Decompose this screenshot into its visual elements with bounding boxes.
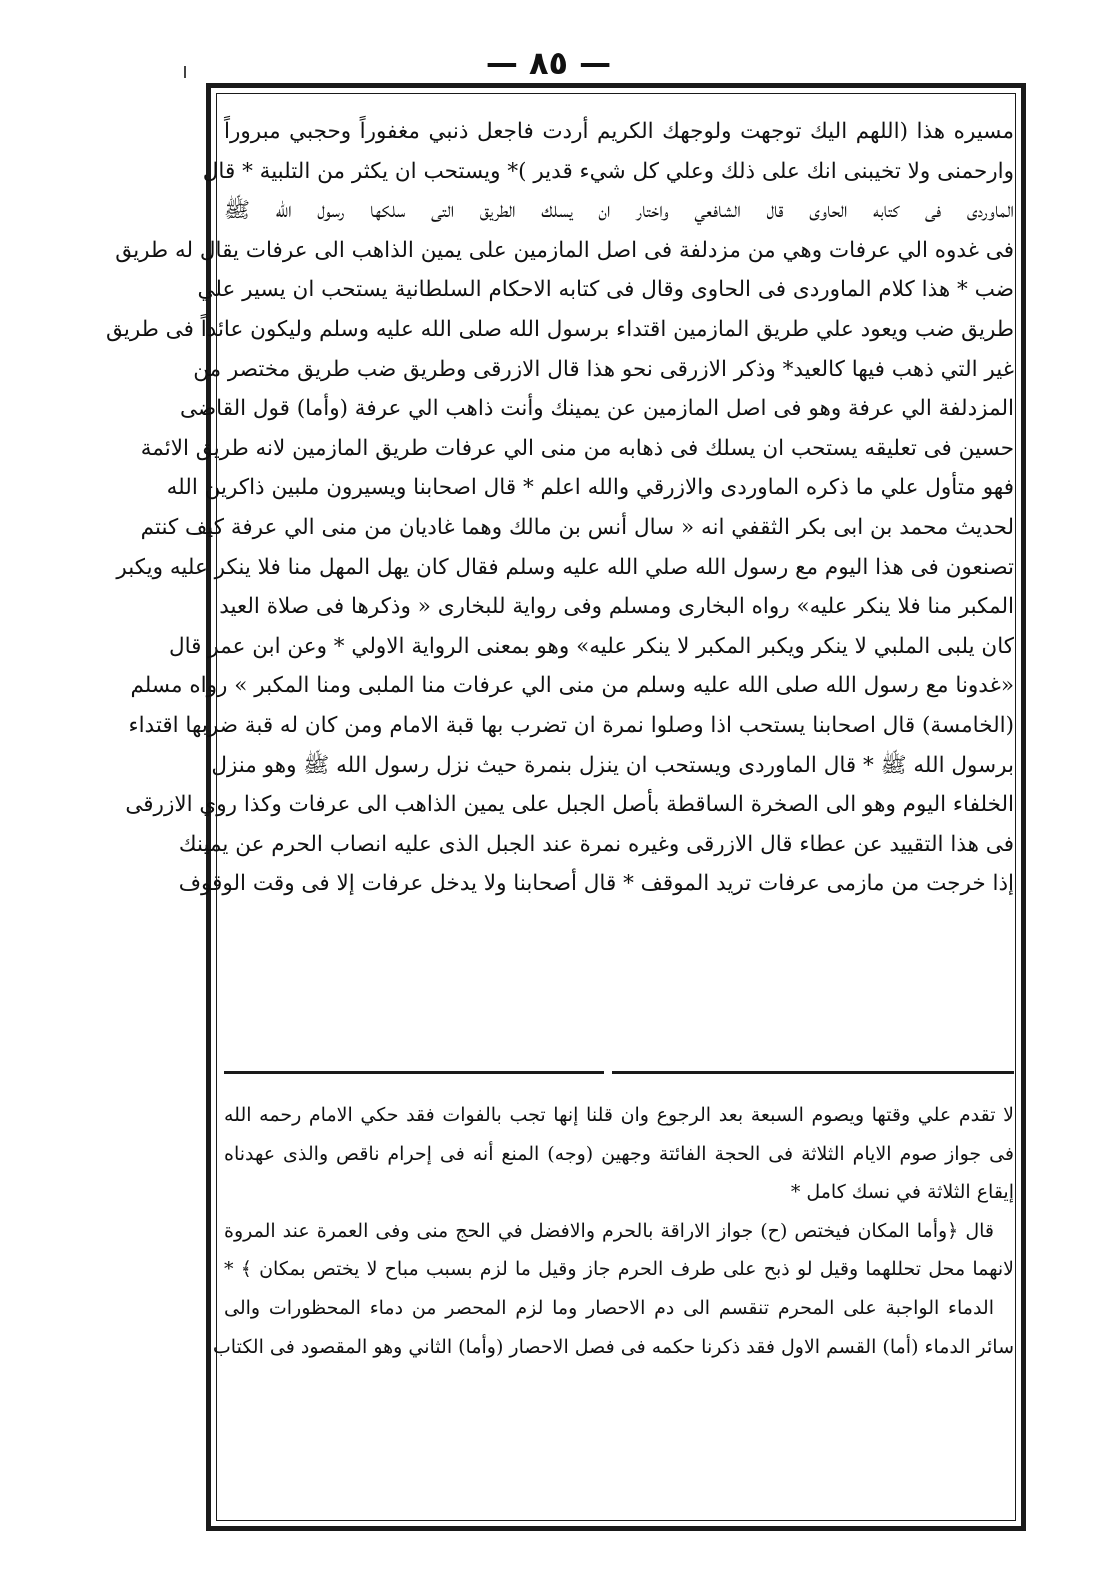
footnote-line: فى جواز صوم الايام الثلاثة فى الحجة الفائتة وجهين (وجه) المنع أنه فى إحرام ناقص والذى عهدناه <box>224 1142 1014 1165</box>
main-text-line: الماوردى فى كتابه الحاوى قال الشافعي واختار ان يسلك الطريق التى سلكها رسول الله ﷺ <box>224 198 1014 224</box>
main-text-line: فهو متأول علي ما ذكره الماوردى والازرقي والله اعلم * قال اصحابنا ويسيرون ملبين ذاكرين الله <box>166 475 1014 501</box>
main-text-line: كان يلبى الملبي لا ينكر ويكبر المكبر لا ينكر عليه» وهو بمعنى الرواية الاولي * وعن ابن عمر قال <box>169 633 1014 659</box>
separator-break <box>604 1067 612 1075</box>
main-text-line: لحديث محمد بن ابى بكر الثقفي انه « سال أنس بن مالك وهما غاديان من منى الي عرفة كيف كنتم <box>140 514 1014 540</box>
main-text-line: تصنعون فى هذا اليوم مع رسول الله صلي الله عليه وسلم فقال كان يهل المهل منا فلا ينكر عليه ويكبر <box>116 554 1014 580</box>
footnote-line: لانهما محل تحللهما وقيل لو ذبح على طرف الحرم جاز وقيل ما لزم بسبب مباح لا يختص بمكان ﴾ * <box>224 1258 1014 1281</box>
main-text-line: إذا خرجت من مازمى عرفات تريد الموقف * قال أصحابنا ولا يدخل عرفات إلا فى وقت الوقوف <box>178 871 1014 897</box>
footnote-line: سائر الدماء (أما) القسم الاول فقد ذكرنا حكمه فى فصل الاحصار (وأما) الثاني وهو المقصود فى الكتاب <box>212 1335 1014 1358</box>
footnote-line: قال ﴿وأما المكان فيختص (ح) جواز الاراقة بالحرم والافضل في الحج منى وفى العمرة عند المروة <box>224 1219 994 1242</box>
main-text-line: مسيره هذا (اللهم اليك توجهت ولوجهك الكريم أردت فاجعل ذنبي مغفوراً وحجبي مبروراً <box>224 119 1014 144</box>
main-text-line: وارحمنى ولا تخيبنى انك على ذلك وعلي كل شيء قدير )* ويستحب ان يكثر من التلبية * قال <box>202 158 1014 184</box>
main-text-line: فى غدوه الي عرفات وهي من مزدلفة فى اصل المازمين على يمين الذاهب الى عرفات يقال له طريق <box>115 237 1014 263</box>
footnote-separator-rule <box>224 1071 1014 1074</box>
main-text-line: الخلفاء اليوم وهو الى الصخرة الساقطة بأصل الجبل على يمين الذاهب الى عرفات وكذا روي الازرقى <box>125 792 1014 818</box>
footnote-block <box>212 1096 1014 1366</box>
main-text-line: المزدلفة الي عرفة وهو فى اصل المازمين عن يمينك وأنت ذاهب الي عرفة (وأما) قول القاضى <box>179 396 1014 422</box>
main-text-block <box>105 112 1014 904</box>
footnote-line: لا تقدم علي وقتها ويصوم السبعة بعد الرجوع وان قلنا إنها تجب بالفوات فقد حكي الامام رحمه الله <box>224 1104 1014 1126</box>
footnote-line: الدماء الواجبة على المحرم تنقسم الى دم الاحصار وما لزم المحصر من دماء المحظورات والى <box>224 1296 994 1319</box>
main-text-line: حسين فى تعليقه يستحب ان يسلك فى ذهابه من منى الي عرفات طريق المازمين لانه طريق الائمة <box>140 435 1014 461</box>
main-text-line: طريق ضب ويعود علي طريق المازمين اقتداء برسول الله صلى الله عليه وسلم وليكون عائداً فى طريق <box>105 316 1014 342</box>
main-text-line: المكبر منا فلا ينكر عليه» رواه البخارى ومسلم وفى رواية للبخارى « وذكرها فى صلاة العيد <box>219 594 1014 620</box>
main-text-line: غير التي ذهب فيها كالعيد* وذكر الازرقى نحو هذا قال الازرقى وطريق ضب طريق مختصر من <box>193 356 1014 382</box>
main-text-line: فى هذا التقييد عن عطاء قال الازرقى وغيره نمرة عند الجبل الذى عليه انصاب الحرم عن يمينك <box>178 831 1014 857</box>
main-text-line: «غدونا مع رسول الله صلى الله عليه وسلم من منى الي عرفات منا الملبى ومنا المكبر » رواه مسلم <box>130 673 1014 699</box>
footnote-line: إيقاع الثلاثة في نسك كامل * <box>790 1181 1014 1204</box>
main-text-line: برسول الله ﷺ * قال الماوردى ويستحب ان ينزل بنمرة حيث نزل رسول الله ﷺ وهو منزل <box>211 752 1014 778</box>
page-number: — ٨٥ — <box>485 44 612 82</box>
main-text-line: ضب * هذا كلام الماوردى فى الحاوى وقال فى كتابه الاحكام السلطانية يستحب ان يسير علي <box>197 277 1014 303</box>
main-text-line: (الخامسة) قال اصحابنا يستحب اذا وصلوا نمرة ان تضرب بها قبة الامام ومن كان له قبة ضربها اقتداء <box>128 712 1014 738</box>
